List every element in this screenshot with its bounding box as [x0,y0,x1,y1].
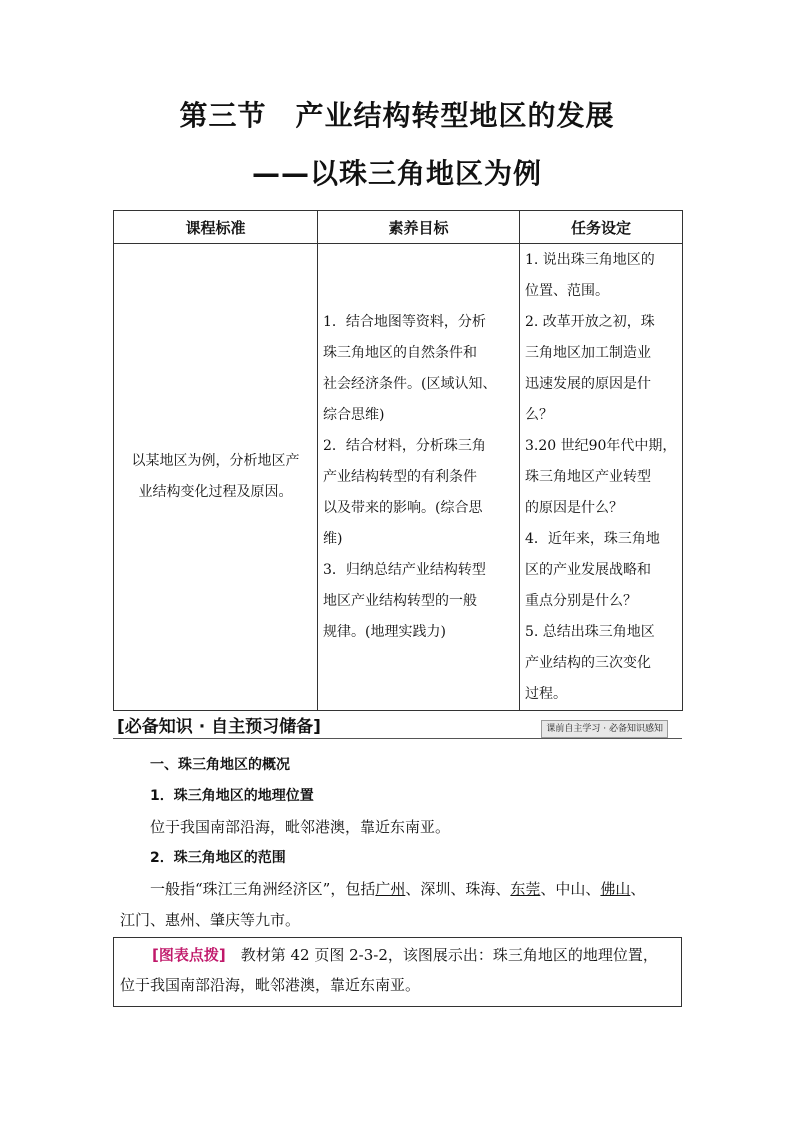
subheading-location: 1．珠三角地区的地理位置 [150,788,314,804]
scope-text: 一般指“珠江三角洲经济区”，包括 [150,880,376,898]
figure-tip-label: [图表点拨] [152,946,226,964]
cell-line: 以某地区为例，分析地区产 [131,453,300,469]
scope-text: 、深圳、珠海、 [405,880,511,898]
cell-line: 以及带来的影响。(综合思 [323,499,483,516]
section-tag: 课前自主学习 · 必备知识感知 [541,720,668,738]
cell-literacy-goals [318,244,520,711]
cell-standards [114,244,318,711]
paragraph-location: 位于我国南部沿海，毗邻港澳，靠近东南亚。 [150,818,451,836]
cell-line: 规律。(地理实践力) [323,623,446,640]
cell-line: 5. 总结出珠三角地区 [525,623,655,640]
cell-line: 的原因是什么？ [525,499,623,516]
header-task-settings: 任务设定 [520,211,683,244]
heading-overview: 一、珠三角地区的概况 [150,757,290,773]
cell-line: 么？ [525,406,553,423]
cell-line: 珠三角地区的自然条件和 [323,344,477,361]
page-title: 第三节 产业结构转型地区的发展 [179,99,615,132]
subheading-scope: 2．珠三角地区的范围 [150,850,286,866]
cell-line: 2．结合材料，分析珠三角 [323,437,486,454]
tip-text: 教材第 42 页图 2-3-2，该图展示出：珠三角地区的地理位置， [225,946,658,964]
scope-text: 、中山、 [540,880,601,898]
cell-line: 业结构变化过程及原因。 [138,484,293,500]
cell-line: 社会经济条件。(区域认知、 [323,375,497,392]
tip-line-2: 位于我国南部沿海，毗邻港澳，靠近东南亚。 [120,976,421,994]
cell-task-settings [520,244,683,711]
cell-line: 4．近年来，珠三角地 [525,530,660,547]
cell-line: 珠三角地区产业转型 [525,468,651,485]
cell-line: 地区产业结构转型的一般 [323,592,477,609]
cell-line: 区的产业发展战略和 [525,561,651,578]
cell-line: 1．结合地图等资料，分析 [323,313,486,330]
cell-line: 三角地区加工制造业 [525,344,651,361]
cell-line: 综合思维) [323,406,385,423]
cell-line: 过程。 [525,685,567,702]
city-dongguan: 东莞 [510,880,541,898]
cell-line: 1. 说出珠三角地区的 [525,251,655,268]
scope-text: 、 [630,880,646,898]
cell-line: 维) [323,530,343,547]
tip-line [152,945,658,965]
section-title: [必备知识 · 自主预习储备] [117,717,321,737]
table-header-row [114,211,683,244]
city-guangzhou: 广州 [375,880,406,898]
paragraph-scope-cont: 江门、惠州、肇庆等九市。 [120,911,301,929]
header-literacy-goals: 素养目标 [318,211,520,244]
cell-line: 2. 改革开放之初，珠 [525,313,655,330]
cell-line: 迅速发展的原因是什 [525,375,651,392]
cell-line: 产业结构转型的有利条件 [323,468,477,485]
cell-line: 位置、范围。 [525,282,609,299]
paragraph-scope [150,879,719,899]
section-header [113,712,682,739]
table-row [114,244,683,711]
page-subtitle: ——以珠三角地区为例 [251,157,542,190]
header-standards: 课程标准 [114,211,318,244]
figure-tip-box [113,937,682,1007]
cell-line: 产业结构的三次变化 [525,654,651,671]
cell-line: 3．归纳总结产业结构转型 [323,561,486,578]
cell-line: 重点分别是什么？ [525,592,637,609]
city-foshan: 佛山 [600,880,631,898]
standards-table [113,210,683,711]
cell-line: 3.20 世纪90年代中期， [525,437,677,454]
